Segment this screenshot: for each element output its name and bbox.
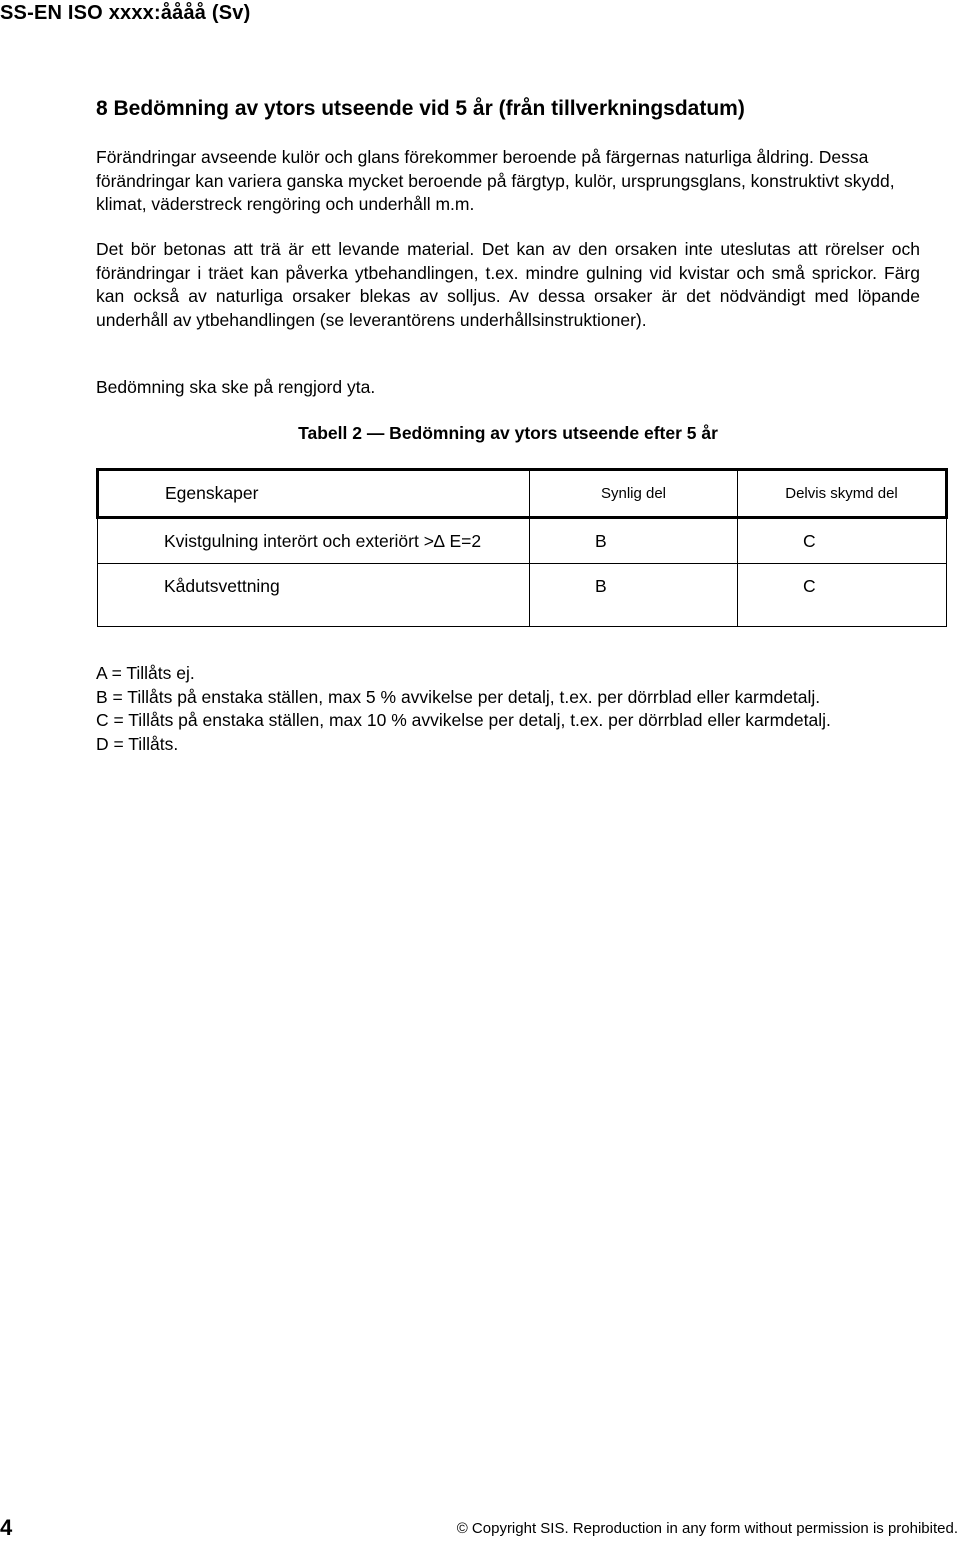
table-header-row xyxy=(98,470,947,518)
header-partly-hidden-part: Delvis skymd del xyxy=(738,470,947,518)
properties-table xyxy=(96,468,948,627)
row-property: Kådutsvettning xyxy=(98,564,530,627)
section-heading: 8 Bedömning av ytors utseende vid 5 år (från tillverkningsdatum) xyxy=(96,97,745,120)
row-visible-value: B xyxy=(530,518,738,564)
copyright-text: Copyright SIS. Reproduction in any form without permission is prohibited. xyxy=(471,1520,958,1537)
legend-item-a: A = Tillåts ej. xyxy=(96,663,195,683)
header-visible-part: Synlig del xyxy=(530,470,738,518)
paragraph-assessment: Bedömning ska ske på rengjord yta. xyxy=(96,377,376,397)
row-property: Kvistgulning interört och exteriört >∆ E=2 xyxy=(98,518,530,564)
document-header: SS-EN ISO xxxx:åååå (Sv) xyxy=(0,2,251,24)
table-caption: Tabell 2 — Bedömning av ytors utseende efter 5 år xyxy=(298,423,718,443)
table-row xyxy=(98,518,947,564)
row-visible-value: B xyxy=(530,564,738,627)
row-hidden-value: C xyxy=(738,564,947,627)
grade-legend xyxy=(96,662,831,756)
header-property: Egenskaper xyxy=(98,470,530,518)
table-row xyxy=(98,564,947,627)
page-number: 4 xyxy=(0,1515,13,1540)
paragraph-aging: Förändringar avseende kulör och glans förekommer beroende på färgernas naturliga åldring. Dessa förändringar kan variera ganska mycket beroende på färgtyp, kulör, ursprungsglans, konstruktivt skydd, klimat, väderstreck rengöring och underhåll m.m. xyxy=(96,147,895,214)
copyright-icon: © xyxy=(456,1520,468,1537)
row-hidden-value: C xyxy=(738,518,947,564)
legend-item-b: B = Tillåts på enstaka ställen, max 5 % avvikelse per detalj, t.ex. per dörrblad eller karmdetalj. xyxy=(96,686,821,707)
copyright-notice xyxy=(457,1520,958,1537)
legend-item-c: C = Tillåts på enstaka ställen, max 10 % avvikelse per detalj, t.ex. per dörrblad eller karmdetalj. xyxy=(96,710,831,730)
paragraph-wood-material: Det bör betonas att trä är ett levande material. Det kan av den orsaken inte uteslutas att rörelser och förändringar i träet kan påverka ytbehandlingen, t.ex. mindre gulning vid kvistar och små sprickor. Färg kan också av naturliga orsaker blekas av solljus. Av dessa orsaker är det nödvändigt med löpande underhåll av ytbehandlingen (se leverantörens underhållsinstruktioner). xyxy=(96,239,920,330)
legend-item-d: D = Tillåts. xyxy=(96,733,179,754)
